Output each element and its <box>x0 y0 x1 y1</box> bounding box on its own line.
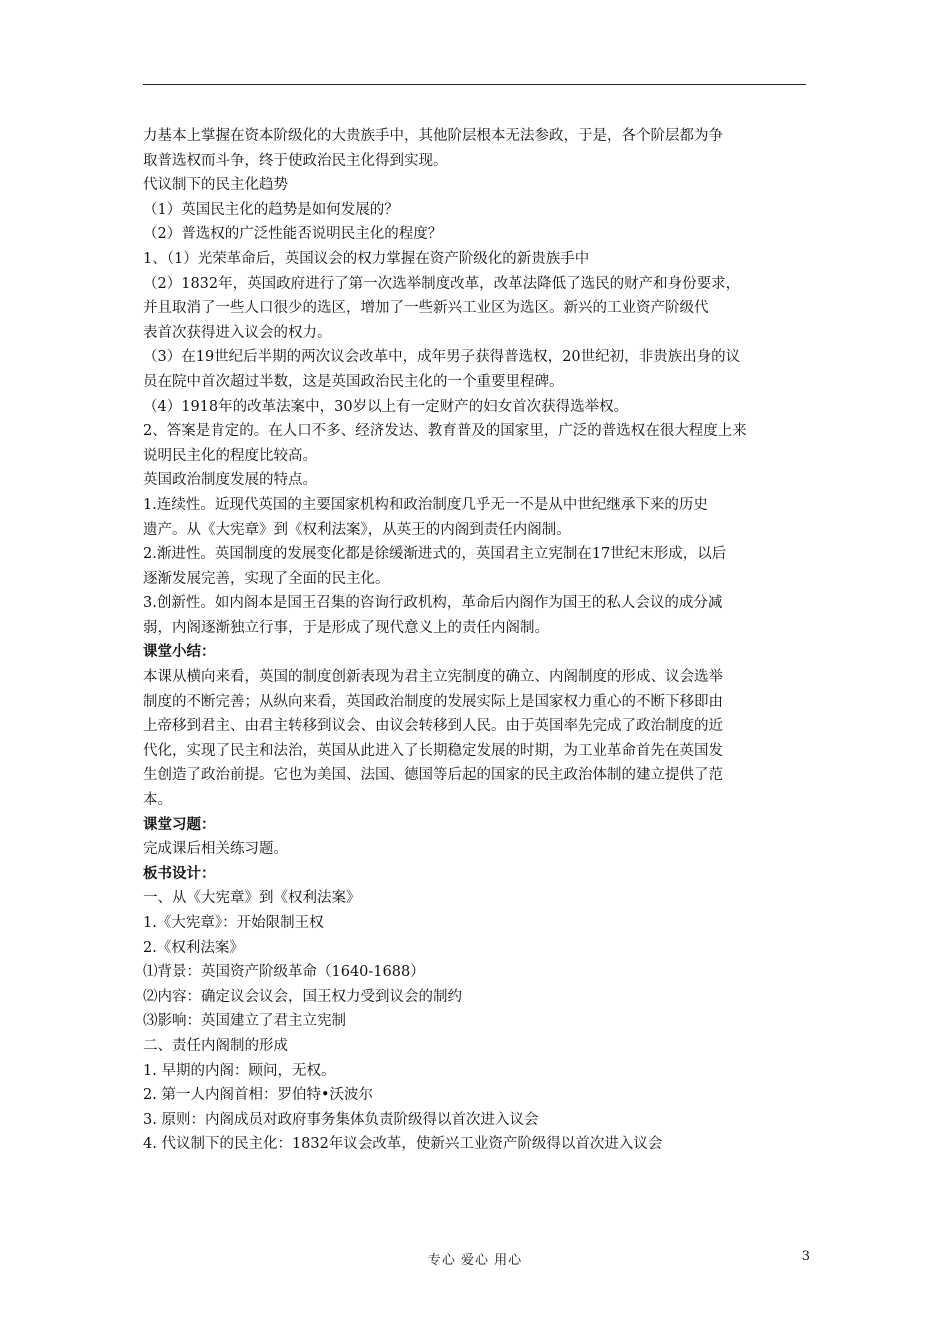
text-line: 1.连续性。近现代英国的主要国家机构和政治制度几乎无一不是从中世纪继承下来的历史 <box>143 496 708 513</box>
text-line: 2. 第一人内阁首相：罗伯特•沃波尔 <box>143 1087 373 1104</box>
text-line: ⑶影响：英国建立了君主立宪制 <box>143 1013 346 1030</box>
text-line: 1. 早期的内阁：顾问，无权。 <box>143 1062 336 1079</box>
text-line: 力基本上掌握在资本阶级化的大贵族手中，其他阶层根本无法参政，于是，各个阶层都为争 <box>143 128 723 144</box>
text-line: （3）在19世纪后半期的两次议会改革中，成年男子获得普选权，20世纪初，非贵族出身的议 <box>143 349 741 366</box>
page-number: 3 <box>801 1249 810 1264</box>
text-line: 说明民主化的程度比较高。 <box>143 447 317 464</box>
text-line: 一、从《大宪章》到《权利法案》 <box>143 890 361 907</box>
section-heading: 课堂小结： <box>143 643 216 661</box>
text-line: 制度的不断完善；从纵向来看，英国政治制度的发展实际上是国家权力重心的不断下移即由 <box>143 693 723 710</box>
text-line: 并且取消了一些人口很少的选区，增加了一些新兴工业区为选区。新兴的工业资产阶级代 <box>143 300 709 317</box>
text-line: 完成课后相关练习题。 <box>143 841 288 858</box>
text-line: （2）普选权的广泛性能否说明民主化的程度？ <box>143 226 443 243</box>
text-line: 上帝移到君主、由君主转移到议会、由议会转移到人民。由于英国率先完成了政治制度的近 <box>143 718 723 735</box>
text-line: 2.渐进性。英国制度的发展变化都是徐缓渐进式的，英国君主立宪制在17世纪末形成，以后 <box>143 546 727 563</box>
text-line: （4）1918年的改革法案中，30岁以上有一定财产的妇女首次获得选举权。 <box>143 398 629 415</box>
text-line: 二、责任内阁制的形成 <box>143 1037 288 1054</box>
text-line: 表首次获得进入议会的权力。 <box>143 324 332 341</box>
text-line: 逐渐发展完善，实现了全面的民主化。 <box>143 570 390 587</box>
text-line: 1.《大宪章》：开始限制王权 <box>143 915 324 931</box>
text-line: 代化，实现了民主和法治，英国从此进入了长期稳定发展的时期，为工业革命首先在英国发 <box>143 742 723 759</box>
text-line: 4. 代议制下的民主化：1832年议会改革，使新兴工业资产阶级得以首次进入议会 <box>143 1136 663 1153</box>
text-line: （2）1832年，英国政府进行了第一次选举制度改革，改革法降低了选民的财产和身份要求， <box>143 275 741 292</box>
text-line: 取普选权而斗争，终于使政治民主化得到实现。 <box>143 152 448 169</box>
section-heading: 板书设计： <box>143 864 216 882</box>
text-line: 生创造了政治前提。它也为美国、法国、德国等后起的国家的民主政治体制的建立提供了范 <box>143 767 723 784</box>
text-line: 遗产。从《大宪章》到《权利法案》，从英王的内阁到责任内阁制。 <box>143 521 571 538</box>
text-line: 2、答案是肯定的。在人口不多、经济发达、教育普及的国家里，广泛的普选权在很大程度上来 <box>143 423 747 440</box>
text-line: 1、（1）光荣革命后，英国议会的权力掌握在资产阶级化的新贵族手中 <box>143 250 590 267</box>
text-line: 3.创新性。如内阁本是国王召集的咨询行政机构，革命后内阁作为国王的私人会议的成分减 <box>143 595 723 612</box>
footer-motto: 专心 爱心 用心 <box>427 1253 523 1268</box>
text-line: 本课从横向来看，英国的制度创新表现为君主立宪制度的确立、内阁制度的形成、议会选举 <box>143 669 723 686</box>
text-line: ⑴背景：英国资产阶级革命（1640-1688） <box>143 964 425 981</box>
text-line: 代议制下的民主化趋势 <box>143 177 288 194</box>
text-line: 英国政治制度发展的特点。 <box>143 472 317 489</box>
header-rule <box>143 84 806 85</box>
text-line: 弱，内阁逐渐独立行事，于是形成了现代意义上的责任内阁制。 <box>143 619 549 636</box>
text-line: （1）英国民主化的趋势是如何发展的？ <box>143 201 399 218</box>
text-line: 3. 原则：内阁成员对政府事务集体负责阶级得以首次进入议会 <box>143 1111 539 1128</box>
text-line: 2.《权利法案》 <box>143 939 244 956</box>
text-line: 员在院中首次超过半数，这是英国政治民主化的一个重要里程碑。 <box>143 373 564 390</box>
section-heading: 课堂习题： <box>143 815 216 833</box>
text-line: 本。 <box>143 792 172 809</box>
body-text <box>143 124 813 1157</box>
text-line: ⑵内容：确定议会议会，国王权力受到议会的制约 <box>143 988 462 1005</box>
